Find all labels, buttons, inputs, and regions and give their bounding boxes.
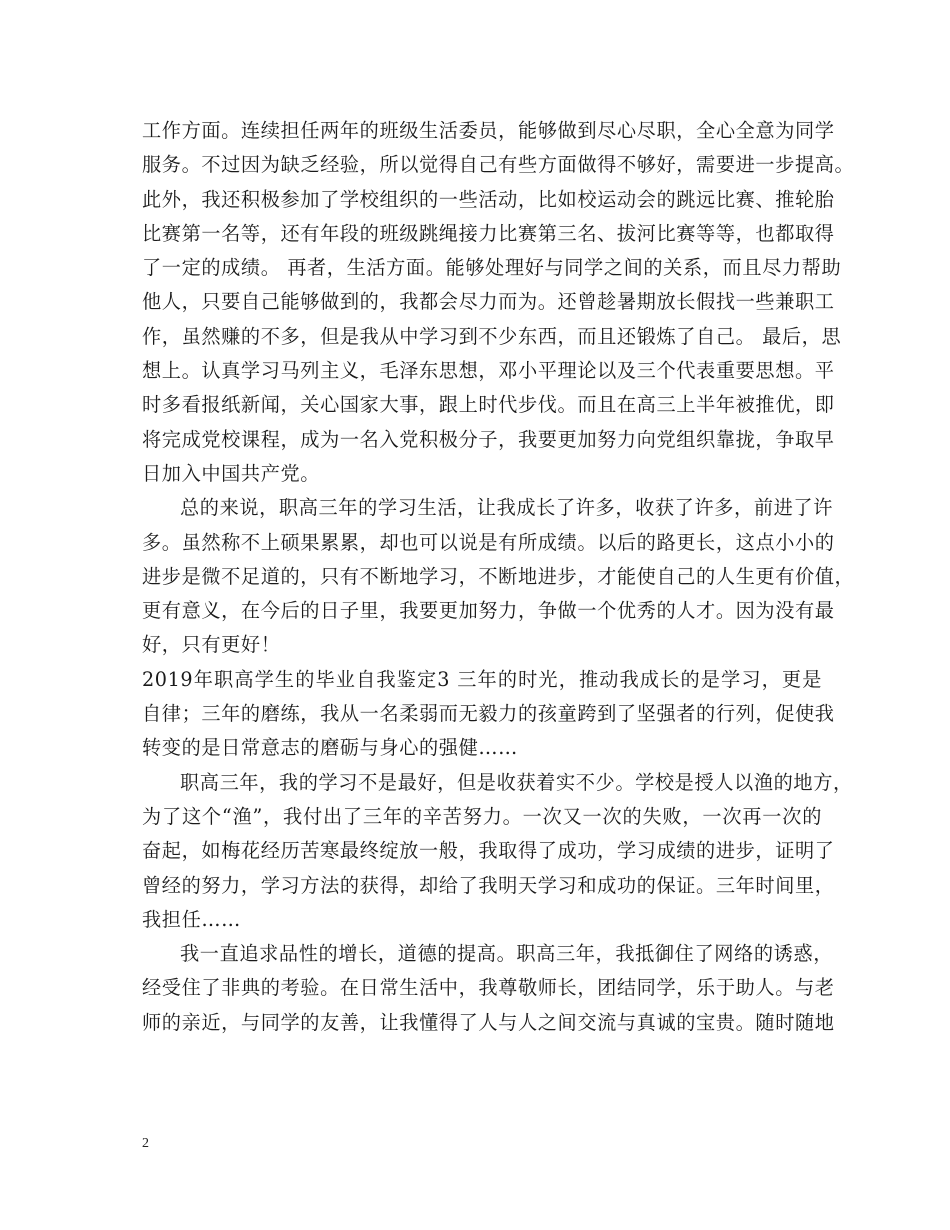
text-line: 曾经的努力，学习方法的获得，却给了我明天学习和成功的保证。三年时间里， bbox=[142, 873, 835, 897]
text-line: 了一定的成绩。 再者，生活方面。能够处理好与同学之间的关系，而且尽力帮助 bbox=[142, 256, 842, 280]
text-line: 自律；三年的磨练，我从一名柔弱而无毅力的孩童跨到了坚强者的行列，促使我 bbox=[142, 702, 835, 726]
text-line: 我一直追求品性的增长，道德的提高。职高三年，我抵御住了网络的诱惑， bbox=[180, 942, 833, 966]
body-text bbox=[142, 114, 855, 1040]
text-line: 时多看报纸新闻，关心国家大事，跟上时代步伐。而且在高三上半年被推优，即 bbox=[142, 393, 835, 417]
text-line: 多。虽然称不上硕果累累，却也可以说是有所成绩。以后的路更长，这点小小的 bbox=[142, 530, 835, 554]
text-line: 此外，我还积极参加了学校组织的一些活动，比如校运动会的跳远比赛、推轮胎 bbox=[142, 187, 835, 211]
text-line: 进步是微不足道的，只有不断地学习，不断地进步，才能使自己的人生更有价值， bbox=[142, 564, 855, 588]
text-line: 作，虽然赚的不多，但是我从中学习到不少东西，而且还锻炼了自己。 最后，思 bbox=[142, 324, 842, 348]
text-line: 日加入中国共产党。 bbox=[142, 461, 321, 485]
text-line: 好，只有更好！ bbox=[142, 633, 281, 657]
text-line: 比赛第一名等，还有年段的班级跳绳接力比赛第三名、拔河比赛等等，也都取得 bbox=[142, 221, 835, 245]
text-line: 经受住了非典的考验。在日常生活中，我尊敬师长，团结同学，乐于助人。与老 bbox=[142, 976, 835, 1000]
text-line: 总的来说，职高三年的学习生活，让我成长了许多，收获了许多，前进了许 bbox=[180, 496, 833, 520]
text-line: 师的亲近，与同学的友善，让我懂得了人与人之间交流与真诚的宝贵。随时随地 bbox=[142, 1010, 835, 1034]
text-line: 想上。认真学习马列主义，毛泽东思想，邓小平理论以及三个代表重要思想。平 bbox=[142, 359, 835, 383]
text-line: 2019年职高学生的毕业自我鉴定3 三年的时光，推动我成长的是学习，更是 bbox=[142, 667, 822, 691]
text-line: 为了这个“渔”，我付出了三年的辛苦努力。一次又一次的失败，一次再一次的 bbox=[142, 804, 822, 828]
page-number: 2 bbox=[142, 1136, 149, 1151]
text-line: 我担任…… bbox=[142, 907, 241, 931]
text-line: 他人，只要自己能够做到的，我都会尽力而为。还曾趁暑期放长假找一些兼职工 bbox=[142, 290, 835, 314]
text-line: 转变的是日常意志的磨砺与身心的强健…… bbox=[142, 736, 518, 760]
text-line: 更有意义，在今后的日子里，我要更加努力，争做一个优秀的人才。因为没有最 bbox=[142, 599, 835, 623]
text-line: 将完成党校课程，成为一名入党积极分子，我要更加努力向党组织靠拢，争取早 bbox=[142, 427, 835, 451]
text-line: 服务。不过因为缺乏经验，所以觉得自己有些方面做得不够好，需要进一步提高。 bbox=[142, 153, 855, 177]
text-line: 工作方面。连续担任两年的班级生活委员，能够做到尽心尽职，全心全意为同学 bbox=[142, 119, 835, 142]
text-line: 职高三年，我的学习不是最好，但是收获着实不少。学校是授人以渔的地方， bbox=[180, 770, 853, 794]
text-line: 奋起，如梅花经历苦寒最终绽放一般，我取得了成功，学习成绩的进步，证明了 bbox=[142, 839, 835, 863]
